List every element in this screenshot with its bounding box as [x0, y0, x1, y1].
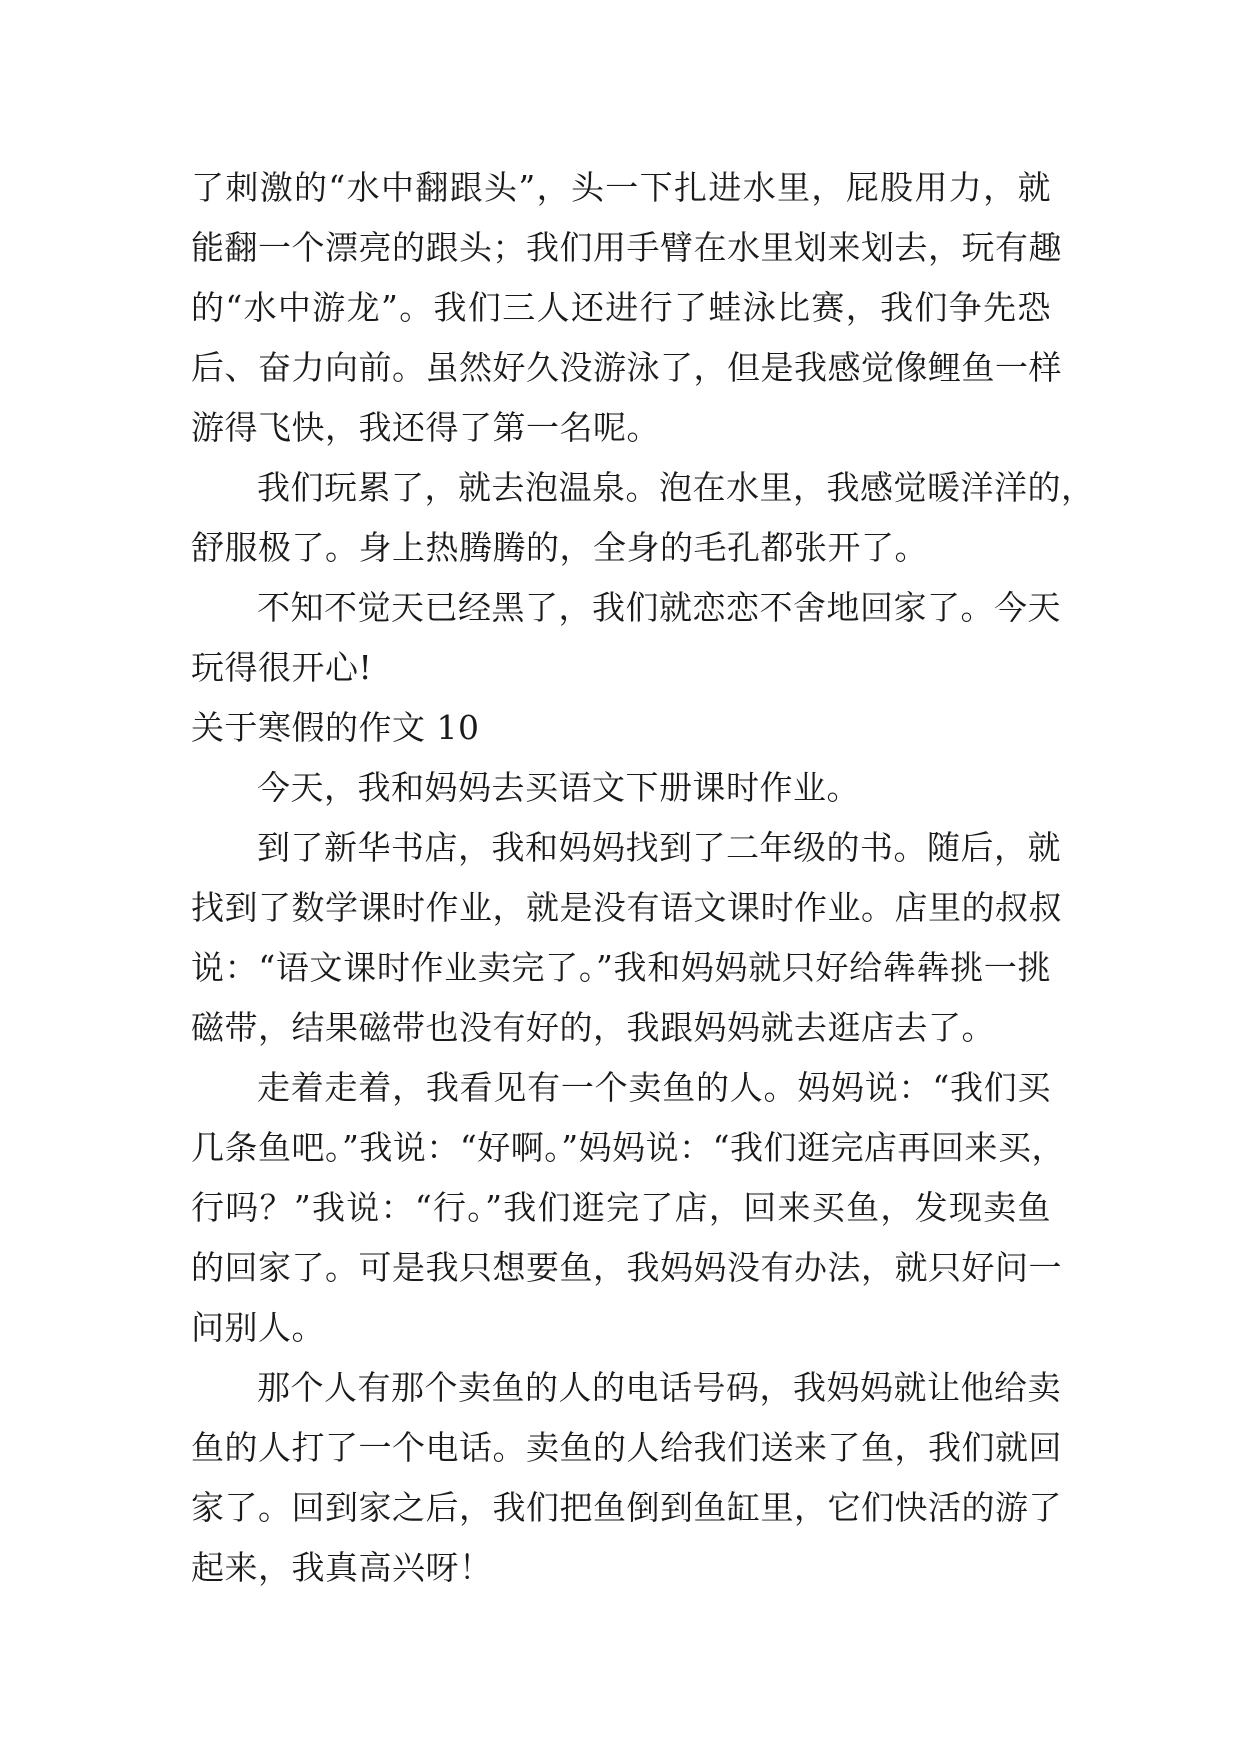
- text-line: 了刺激的“水中翻跟头”，头一下扎进水里，屁股用力，就: [191, 168, 1051, 207]
- text-line: 几条鱼吧。”我说：“好啊。”妈妈说：“我们逛完店再回来买，: [191, 1128, 1065, 1167]
- text-line: 不知不觉天已经黑了，我们就恋恋不舍地回家了。今天: [257, 588, 1061, 627]
- text-line: 家了。回到家之后，我们把鱼倒到鱼缸里，它们快活的游了: [191, 1488, 1062, 1527]
- text-line: 游得飞快，我还得了第一名呢。: [191, 408, 660, 447]
- text-line: 那个人有那个卖鱼的人的电话号码，我妈妈就让他给卖: [257, 1368, 1061, 1407]
- text-line: 鱼的人打了一个电话。卖鱼的人给我们送来了鱼，我们就回: [191, 1428, 1062, 1467]
- text-line: 后、奋力向前。虽然好久没游泳了，但是我感觉像鲤鱼一样: [191, 348, 1062, 387]
- text-line: 舒服极了。身上热腾腾的，全身的毛孔都张开了。: [191, 528, 928, 567]
- text-line: 找到了数学课时作业，就是没有语文课时作业。店里的叔叔: [191, 888, 1062, 927]
- text-line: 行吗？”我说：“行。”我们逛完了店，回来买鱼，发现卖鱼: [191, 1188, 1051, 1227]
- text-line: 我们玩累了，就去泡温泉。泡在水里，我感觉暖洋洋的，: [257, 468, 1095, 507]
- text-line: 的回家了。可是我只想要鱼，我妈妈没有办法，就只好问一: [191, 1248, 1062, 1287]
- text-line: 玩得很开心!: [191, 648, 373, 687]
- text-line: 说：“语文课时作业卖完了。”我和妈妈就只好给犇犇挑一挑: [191, 948, 1051, 987]
- document-body: [191, 158, 1095, 1598]
- text-line: 问别人。: [191, 1308, 325, 1347]
- text-line: 能翻一个漂亮的跟头；我们用手臂在水里划来划去，玩有趣: [191, 228, 1062, 267]
- text-line: 的“水中游龙”。我们三人还进行了蛙泳比赛，我们争先恐: [191, 288, 1051, 327]
- text-line: 起来，我真高兴呀！: [191, 1548, 493, 1587]
- text-line: 磁带，结果磁带也没有好的，我跟妈妈就去逛店去了。: [191, 1008, 995, 1047]
- text-line: 今天，我和妈妈去买语文下册课时作业。: [257, 768, 860, 807]
- section-heading: 关于寒假的作文 10: [191, 708, 480, 747]
- text-line: 走着走着，我看见有一个卖鱼的人。妈妈说：“我们买: [257, 1068, 1051, 1107]
- text-line: 到了新华书店，我和妈妈找到了二年级的书。随后，就: [257, 828, 1061, 867]
